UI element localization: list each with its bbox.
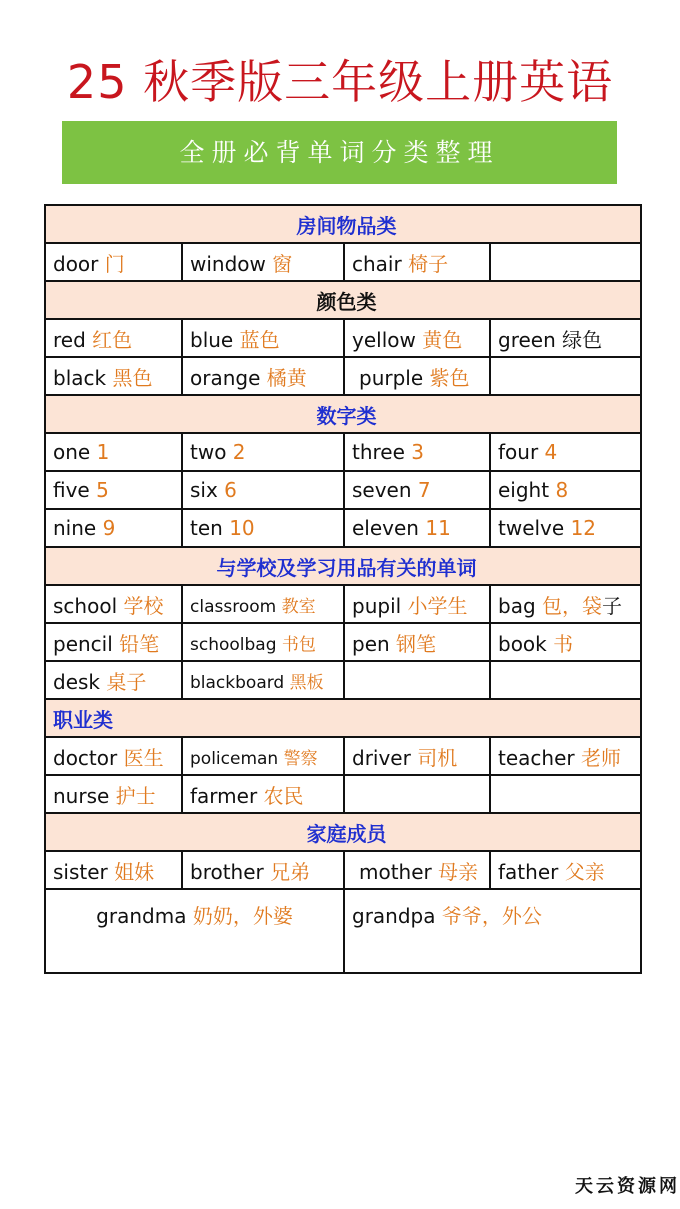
- section-heading-numbers: 数字类: [45, 395, 641, 433]
- english-word: six: [190, 478, 218, 502]
- english-word: school: [53, 593, 118, 618]
- word-cell: [45, 433, 182, 471]
- english-word: eight: [498, 478, 550, 502]
- chinese-meaning: 4: [544, 440, 558, 464]
- chinese-meaning: 黑色: [112, 365, 153, 390]
- chinese-meaning: 9: [102, 516, 116, 540]
- word-cell: [182, 775, 344, 813]
- english-word: black: [53, 365, 107, 390]
- english-word: father: [498, 859, 559, 884]
- word-cell: [182, 433, 344, 471]
- word-cell: [182, 623, 344, 661]
- table-row: [45, 471, 641, 509]
- word-cell: [45, 319, 182, 357]
- table-row: [45, 243, 641, 281]
- english-word: brother: [190, 859, 264, 884]
- english-word: purple: [359, 365, 424, 390]
- empty-cell: [490, 775, 641, 813]
- chinese-meaning: 7: [417, 478, 431, 502]
- chinese-meaning: 铅笔: [119, 631, 160, 656]
- english-word: doctor: [53, 745, 118, 770]
- chinese-meaning: 兄弟: [270, 859, 311, 884]
- page-title: 25 秋季版三年级上册英语: [66, 55, 614, 109]
- word-cell: [344, 889, 641, 973]
- section-heading-room: 房间物品类: [45, 205, 641, 243]
- watermark: 天云资源网: [575, 1176, 680, 1197]
- section-heading-colors: 颜色类: [45, 281, 641, 319]
- chinese-meaning: 黑板: [289, 672, 324, 693]
- chinese-meaning: 6: [224, 478, 237, 502]
- chinese-meaning: 窗: [272, 251, 293, 276]
- chinese-meaning: 教室: [281, 596, 316, 617]
- word-cell: [45, 737, 182, 775]
- word-cell: [182, 509, 344, 547]
- chinese-meaning: 护士: [115, 783, 156, 808]
- chinese-meaning: 蓝色: [239, 327, 280, 352]
- vocabulary-table: [44, 204, 642, 974]
- chinese-meaning: 桌子: [106, 669, 147, 694]
- chinese-meaning: 椅子: [408, 251, 449, 276]
- table-row: [45, 889, 641, 973]
- section-header-row: [45, 699, 641, 737]
- word-cell: [344, 737, 490, 775]
- section-header-row: [45, 547, 641, 585]
- english-word: orange: [190, 365, 261, 390]
- chinese-meaning: 红色: [92, 327, 133, 352]
- chinese-meaning: 学校: [123, 593, 164, 618]
- english-word: window: [190, 251, 266, 276]
- table-row: [45, 623, 641, 661]
- chinese-meaning: 橘黄: [266, 365, 307, 390]
- table-row: [45, 433, 641, 471]
- section-header-row: [45, 205, 641, 243]
- word-cell: [344, 623, 490, 661]
- english-word: mother: [359, 859, 432, 884]
- chinese-meaning: 10: [229, 516, 255, 540]
- chinese-meaning: 8: [555, 478, 569, 502]
- english-word: green: [498, 327, 556, 352]
- english-word: driver: [352, 745, 411, 770]
- table-row: [45, 851, 641, 889]
- word-cell: [344, 509, 490, 547]
- chinese-meaning: 11: [425, 516, 451, 540]
- chinese-meaning: 3: [411, 440, 425, 464]
- table-row: [45, 509, 641, 547]
- chinese-meaning: 姐妹: [114, 859, 155, 884]
- section-header-row: [45, 813, 641, 851]
- english-word: twelve: [498, 516, 565, 540]
- section-heading-jobs: 职业类: [45, 699, 641, 737]
- word-cell: [344, 851, 490, 889]
- english-word: desk: [53, 669, 101, 694]
- chinese-meaning: 奶奶，外婆: [192, 904, 293, 928]
- chinese-meaning: 医生: [123, 745, 164, 770]
- word-cell: [344, 433, 490, 471]
- table-row: [45, 661, 641, 699]
- chinese-meaning: 书: [553, 631, 574, 656]
- english-word: bag: [498, 593, 536, 618]
- english-word: chair: [352, 251, 402, 276]
- english-word: nurse: [53, 783, 110, 808]
- english-word: book: [498, 631, 547, 656]
- chinese-meaning: 书包: [281, 634, 316, 655]
- word-cell: [344, 319, 490, 357]
- word-cell: [344, 471, 490, 509]
- chinese-meaning: 警察: [283, 748, 318, 769]
- english-word: grandpa: [352, 904, 436, 928]
- english-word: ten: [190, 516, 223, 540]
- section-header-row: [45, 395, 641, 433]
- word-cell: [45, 357, 182, 395]
- english-word: seven: [352, 478, 412, 502]
- english-word: blackboard: [190, 672, 285, 693]
- english-word: three: [352, 440, 405, 464]
- word-cell: [490, 851, 641, 889]
- english-word: pencil: [53, 631, 113, 656]
- word-cell: [45, 851, 182, 889]
- chinese-meaning: 2: [232, 440, 246, 464]
- chinese-meaning: 12: [570, 516, 597, 540]
- chinese-meaning: 司机: [417, 745, 458, 770]
- chinese-meaning: 黄色: [422, 327, 463, 352]
- word-cell: [344, 585, 490, 623]
- english-word: nine: [53, 516, 97, 540]
- chinese-meaning: 爷爷，外公: [441, 904, 542, 928]
- empty-cell: [490, 243, 641, 281]
- chinese-meaning: 母亲: [438, 859, 479, 884]
- word-cell: [490, 585, 641, 623]
- word-cell: [45, 889, 344, 973]
- english-word: sister: [53, 859, 108, 884]
- section-heading-family: 家庭成员: [45, 813, 641, 851]
- english-word: yellow: [352, 327, 416, 352]
- table-row: [45, 585, 641, 623]
- english-word: one: [53, 440, 91, 464]
- word-cell: [490, 433, 641, 471]
- word-cell: [45, 471, 182, 509]
- english-word: schoolbag: [190, 634, 277, 655]
- chinese-meaning-tail: 子: [602, 593, 623, 618]
- table-row: [45, 319, 641, 357]
- empty-cell: [344, 775, 490, 813]
- word-cell: [182, 243, 344, 281]
- english-word: grandma: [96, 904, 187, 928]
- word-cell: [344, 357, 490, 395]
- word-cell: [182, 357, 344, 395]
- chinese-meaning: 绿色: [562, 327, 603, 352]
- word-cell: [344, 243, 490, 281]
- section-heading-school: 与学校及学习用品有关的单词: [45, 547, 641, 585]
- empty-cell: [344, 661, 490, 699]
- word-cell: [490, 509, 641, 547]
- english-word: door: [53, 251, 99, 276]
- chinese-meaning: 包，袋: [542, 593, 603, 618]
- english-word: pupil: [352, 593, 402, 618]
- subtitle-banner: 全册必背单词分类整理: [62, 121, 617, 184]
- chinese-meaning: 钢笔: [396, 631, 437, 656]
- word-cell: [45, 243, 182, 281]
- english-word: farmer: [190, 783, 258, 808]
- word-cell: [45, 775, 182, 813]
- chinese-meaning: 门: [104, 251, 125, 276]
- english-word: five: [53, 478, 90, 502]
- word-cell: [182, 319, 344, 357]
- english-word: blue: [190, 327, 234, 352]
- empty-cell: [490, 357, 641, 395]
- word-cell: [45, 585, 182, 623]
- chinese-meaning: 小学生: [407, 593, 468, 618]
- word-cell: [490, 319, 641, 357]
- english-word: classroom: [190, 596, 277, 617]
- chinese-meaning: 农民: [263, 783, 304, 808]
- word-cell: [182, 471, 344, 509]
- english-word: red: [53, 327, 86, 352]
- english-word: policeman: [190, 748, 279, 769]
- word-cell: [45, 509, 182, 547]
- word-cell: [490, 623, 641, 661]
- empty-cell: [490, 661, 641, 699]
- english-word: eleven: [352, 516, 419, 540]
- table-row: [45, 737, 641, 775]
- chinese-meaning: 5: [96, 478, 109, 502]
- chinese-meaning: 紫色: [429, 365, 470, 390]
- word-cell: [45, 623, 182, 661]
- english-word: teacher: [498, 745, 575, 770]
- section-header-row: [45, 281, 641, 319]
- word-cell: [182, 661, 344, 699]
- english-word: four: [498, 440, 539, 464]
- word-cell: [182, 585, 344, 623]
- word-cell: [45, 661, 182, 699]
- chinese-meaning: 父亲: [564, 859, 605, 884]
- word-cell: [182, 737, 344, 775]
- chinese-meaning: 1: [96, 440, 110, 464]
- english-word: pen: [352, 631, 390, 656]
- word-cell: [490, 737, 641, 775]
- chinese-meaning: 老师: [580, 745, 621, 770]
- word-cell: [182, 851, 344, 889]
- english-word: two: [190, 440, 227, 464]
- word-cell: [490, 471, 641, 509]
- table-row: [45, 357, 641, 395]
- table-row: [45, 775, 641, 813]
